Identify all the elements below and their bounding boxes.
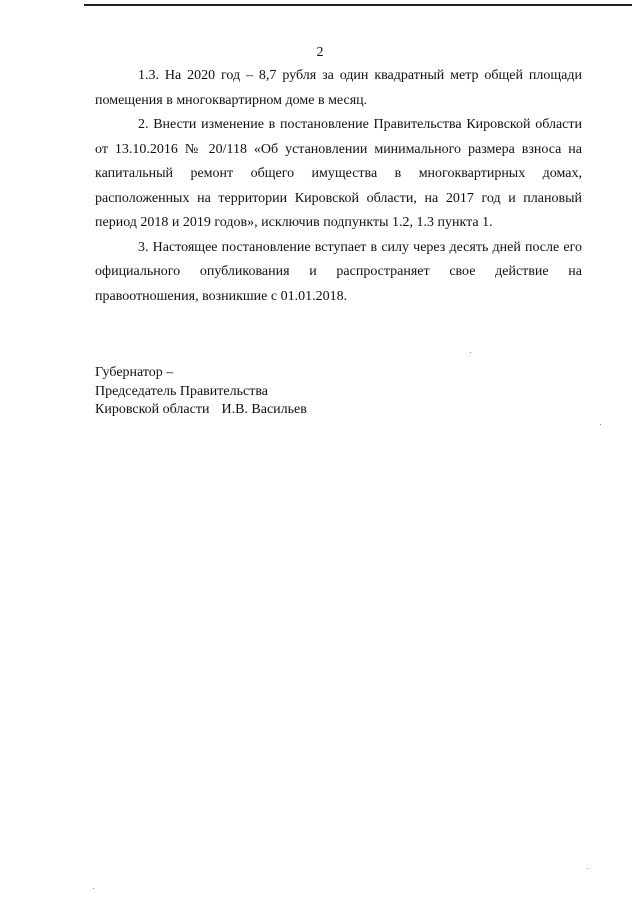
scan-speck xyxy=(600,424,601,425)
signature-title-line3: Кировской области xyxy=(95,402,210,417)
scan-speck xyxy=(470,352,471,353)
paragraph-3: 3. Настоящее постановление вступает в силу через десять дней после его официального опубликования и распространяет свое действие на правоотношения, возникшие с 01.01.2018. xyxy=(95,239,582,304)
scan-speck xyxy=(587,868,588,869)
scan-speck xyxy=(93,888,94,889)
signature-block xyxy=(95,364,307,420)
paragraph-2: 2. Внести изменение в постановление Правительства Кировской области от 13.10.2016 № 20/118 «Об установлении минимального размера взноса на капитальный ремонт общего имущества в многоквартирных домах, расположенных на территории Кировской области, на 2017 год и плановый период 2018 и 2019 годов», исключив подпункты 1.2, 1.3 пункта 1. xyxy=(95,117,582,230)
signature-title-line2: Председатель Правительства xyxy=(95,383,268,399)
signature-title-line1: Губернатор – xyxy=(95,365,174,380)
signature-title-line3-row xyxy=(95,401,307,420)
page-number: 2 xyxy=(316,45,324,60)
paragraph-1-3: 1.3. На 2020 год – 8,7 рубля за один квадратный метр общей площади помещения в многоквартирном доме в месяц. xyxy=(95,68,582,108)
top-rule xyxy=(84,4,632,6)
document-body xyxy=(95,64,582,309)
signatory-name: И.В. Васильев xyxy=(221,402,307,417)
